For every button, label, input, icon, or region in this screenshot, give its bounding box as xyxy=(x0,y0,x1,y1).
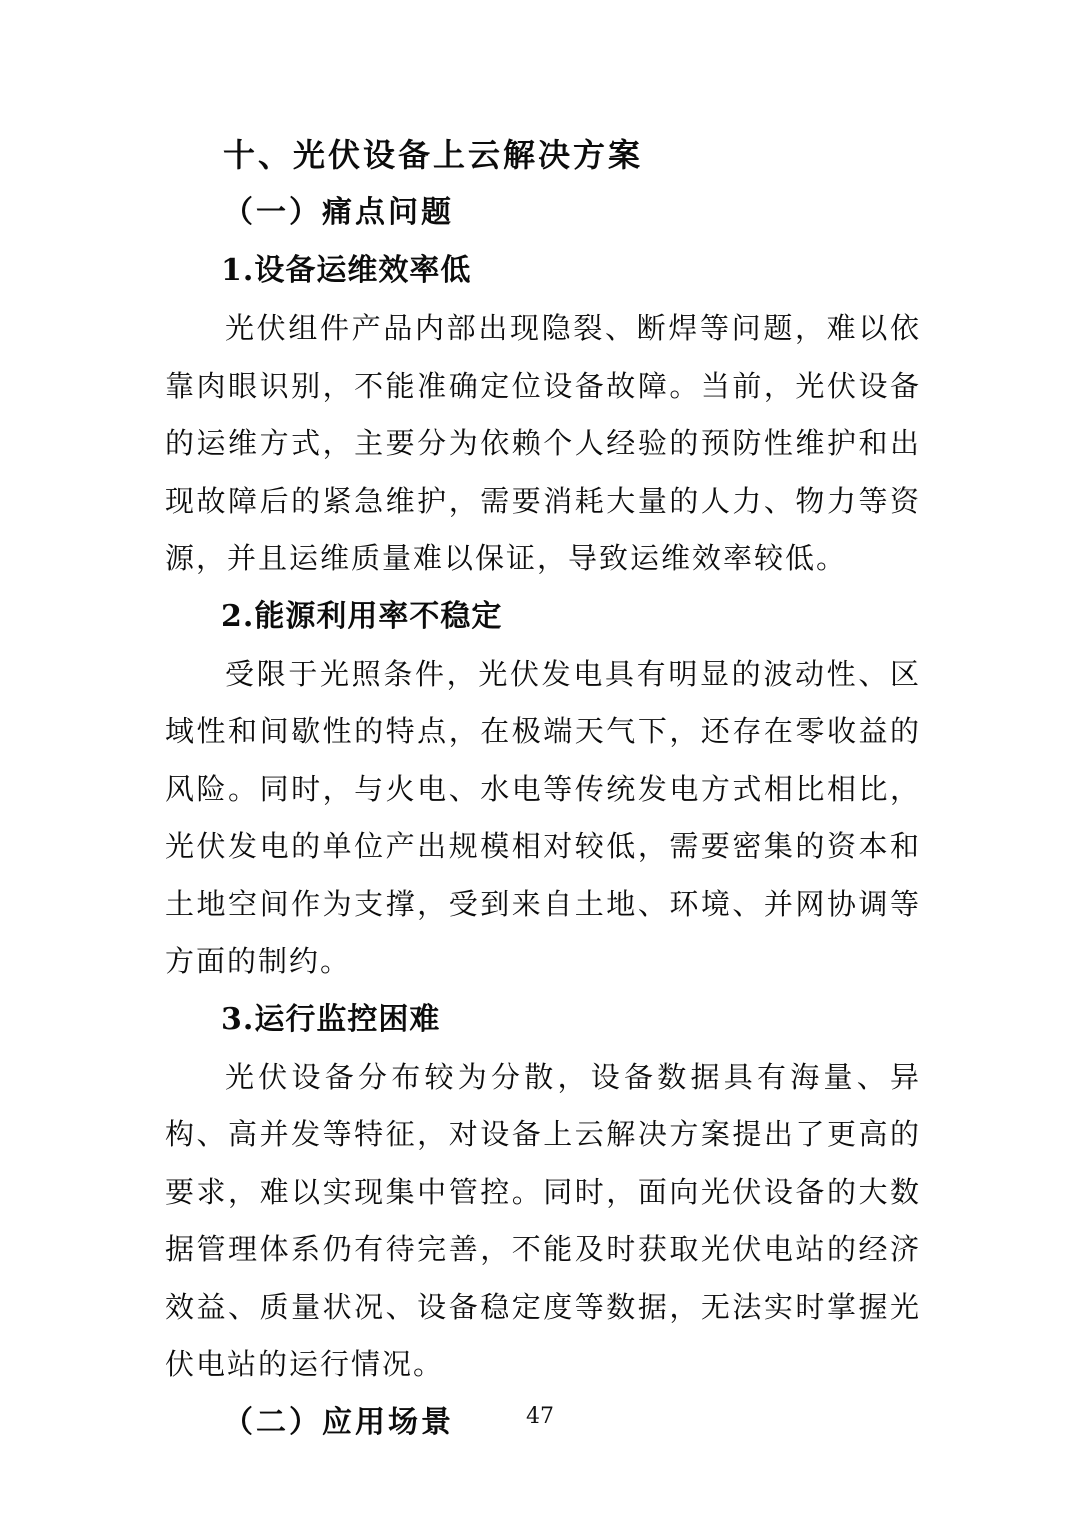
section-heading-pain-points: （一）痛点问题 xyxy=(223,195,454,230)
subsection-heading-3: 3.运行监控困难 xyxy=(221,1001,441,1037)
page-number: 47 xyxy=(526,1404,554,1429)
subsection-heading-1: 1.设备运维效率低 xyxy=(221,253,472,288)
section-heading-application-scenarios: （二）应用场景 xyxy=(223,1404,454,1440)
body-paragraph-1: 光伏组件产品内部出现隐裂、断焊等问题，难以依靠肉眼识别，不能准确定位设备故障。当前，光伏设备的运维方式，主要分为依赖个人经验的预防性维护和出现故障后的紧急维护，需要消耗大量的人力、物力等资源，并且运维质量难以保证，导致运维效率较低。 xyxy=(165,311,921,575)
document-body xyxy=(165,126,921,1452)
chapter-heading: 十、光伏设备上云解决方案 xyxy=(223,137,644,173)
body-paragraph-3: 光伏设备分布较为分散，设备数据具有海量、异构、高并发等特征，对设备上云解决方案提出了更高的要求，难以实现集中管控。同时，面向光伏设备的大数据管理体系仍有待完善，不能及时获取光伏电站的经济效益、质量状况、设备稳定度等数据，无法实时掌握光伏电站的运行情况。 xyxy=(165,1059,921,1381)
subsection-heading-2: 2.能源利用率不稳定 xyxy=(221,598,503,634)
body-paragraph-2: 受限于光照条件，光伏发电具有明显的波动性、区域性和间歇性的特点，在极端天气下，还存在零收益的风险。同时，与火电、水电等传统发电方式相比相比，光伏发电的单位产出规模相对较低，需要密集的资本和土地空间作为支撑，受到来自土地、环境、并网协调等方面的制约。 xyxy=(165,656,921,978)
